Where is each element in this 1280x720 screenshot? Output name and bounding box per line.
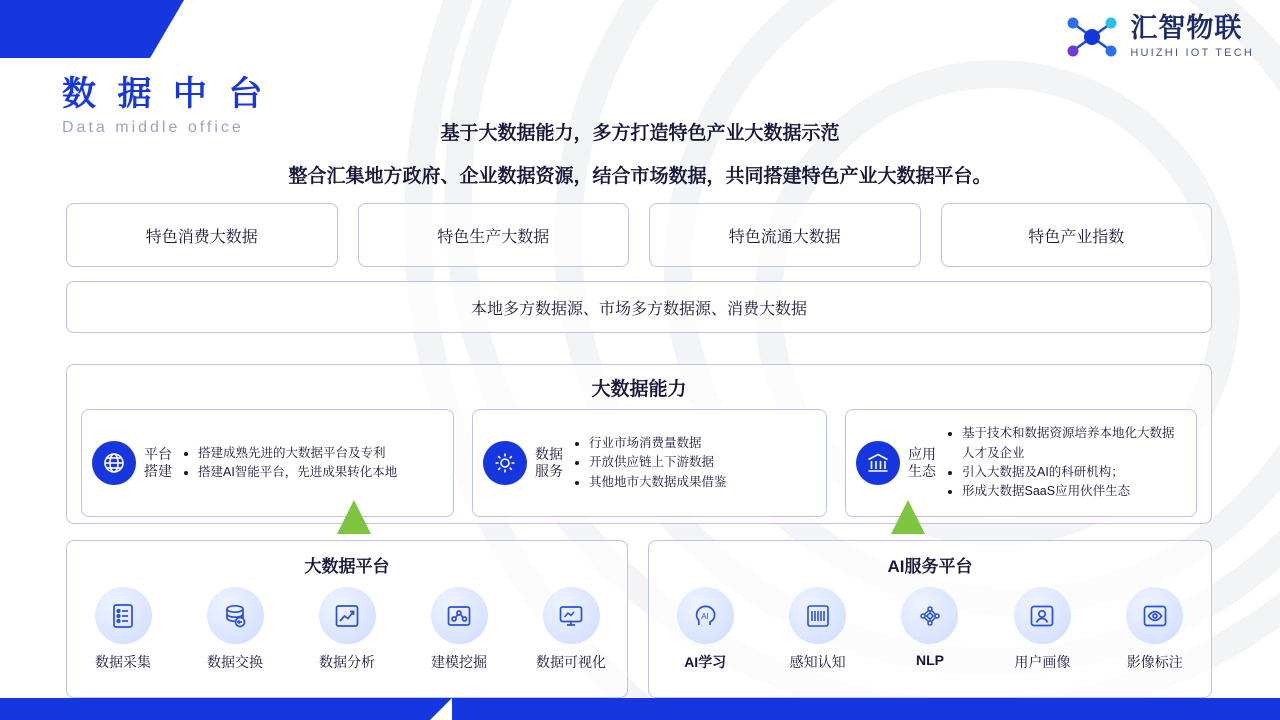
platform-item[interactable]	[523, 587, 619, 672]
platform-item[interactable]	[1107, 587, 1203, 672]
platform-item-label: 数据采集	[95, 654, 151, 670]
capability-list-item: • 搭建成熟先进的大数据平台及专利	[198, 444, 397, 463]
platform-item-label: 数据分析	[319, 654, 375, 670]
capability-list-item: • 引入大数据及AI的科研机构；	[962, 463, 1186, 482]
bank-icon	[856, 441, 900, 485]
capability-card-name: 平台 搭建	[144, 445, 172, 479]
big-data-platform-panel	[66, 540, 628, 698]
platform-item[interactable]	[882, 587, 978, 672]
capability-title: 大数据能力	[591, 379, 687, 400]
capability-card-name: 应用 生态	[908, 445, 936, 479]
capability-card-data-service[interactable]	[472, 409, 827, 517]
top-card[interactable]: 特色生产大数据	[358, 203, 630, 267]
top-card-row	[66, 203, 1212, 267]
capability-list-item: • 搭建AI智能平台，先进成果转化本地	[198, 463, 397, 482]
barcode-sense-icon	[789, 587, 846, 644]
capability-card-platform[interactable]	[81, 409, 454, 517]
globe-icon	[92, 441, 136, 485]
capability-card-list	[182, 444, 397, 483]
up-arrow-icon	[337, 500, 371, 534]
capability-list-item: • 开放供应链上下游数据	[589, 453, 727, 472]
top-card[interactable]: 特色消费大数据	[66, 203, 338, 267]
capability-list-item: • 行业市场消费量数据	[589, 434, 727, 453]
page-title-en: Data middle office	[62, 119, 244, 136]
capability-card-list	[573, 434, 727, 492]
top-card[interactable]: 特色流通大数据	[649, 203, 921, 267]
platform-title: AI服务平台	[887, 557, 973, 576]
database-exchange-icon	[207, 587, 264, 644]
capability-list-item: • 基于技术和数据资源培养本地化大数据人才及企业	[962, 424, 1186, 463]
platform-item[interactable]	[75, 587, 171, 672]
platform-item[interactable]	[299, 587, 395, 672]
platform-item-label: 感知认知	[789, 654, 846, 670]
chart-analysis-icon	[319, 587, 376, 644]
eye-image-icon	[1126, 587, 1183, 644]
svg-text:AI: AI	[701, 611, 709, 621]
platform-item[interactable]	[657, 587, 753, 672]
logo-text-cn: 汇智物联	[1130, 13, 1243, 43]
gear-icon	[483, 441, 527, 485]
data-source-bar[interactable]: 本地多方数据源、市场多方数据源、消费大数据	[66, 281, 1212, 333]
headline-line-1: 基于大数据能力，多方打造特色产业大数据示范	[440, 123, 840, 144]
user-portrait-icon	[1014, 587, 1071, 644]
up-arrow-icon	[891, 500, 925, 534]
platform-item-label: NLP	[915, 652, 944, 668]
capability-card-name: 数据 服务	[535, 445, 563, 479]
platform-item-label: 建模挖掘	[431, 654, 487, 670]
platform-item-label: 数据交换	[207, 654, 263, 670]
molecule-icon	[1064, 14, 1120, 60]
logo-text-en: HUIZHI IOT TECH	[1130, 47, 1254, 59]
platform-item[interactable]	[994, 587, 1090, 672]
capability-card-list	[946, 424, 1186, 502]
big-data-capability-panel	[66, 364, 1212, 524]
platform-item[interactable]	[770, 587, 866, 672]
platform-item-label: 用户画像	[1014, 654, 1071, 670]
platform-item-label: AI学习	[684, 654, 727, 670]
platform-item-label: 影像标注	[1126, 654, 1183, 670]
headline-line-2: 整合汇集地方政府、企业数据资源，结合市场数据，共同搭建特色产业大数据平台。	[288, 166, 992, 187]
network-nlp-icon	[901, 587, 958, 644]
platform-item-label: 数据可视化	[536, 654, 606, 670]
ai-head-icon	[677, 587, 734, 644]
platform-title: 大数据平台	[304, 557, 390, 576]
capability-list-item: • 其他地市大数据成果借鉴	[589, 473, 727, 492]
bottom-accent-bar	[0, 698, 1280, 720]
list-collect-icon	[95, 587, 152, 644]
platform-item[interactable]	[411, 587, 507, 672]
platform-item[interactable]	[187, 587, 283, 672]
headline	[0, 118, 1280, 188]
page-title-cn: 数 据 中 台	[62, 75, 269, 113]
top-left-accent-block	[0, 0, 150, 58]
ai-service-platform-panel	[648, 540, 1212, 698]
monitor-visual-icon	[543, 587, 600, 644]
capability-list-item: • 形成大数据SaaS应用伙伴生态	[962, 482, 1186, 501]
model-mining-icon	[431, 587, 488, 644]
top-card[interactable]: 特色产业指数	[941, 203, 1213, 267]
brand-logo	[1064, 14, 1254, 60]
